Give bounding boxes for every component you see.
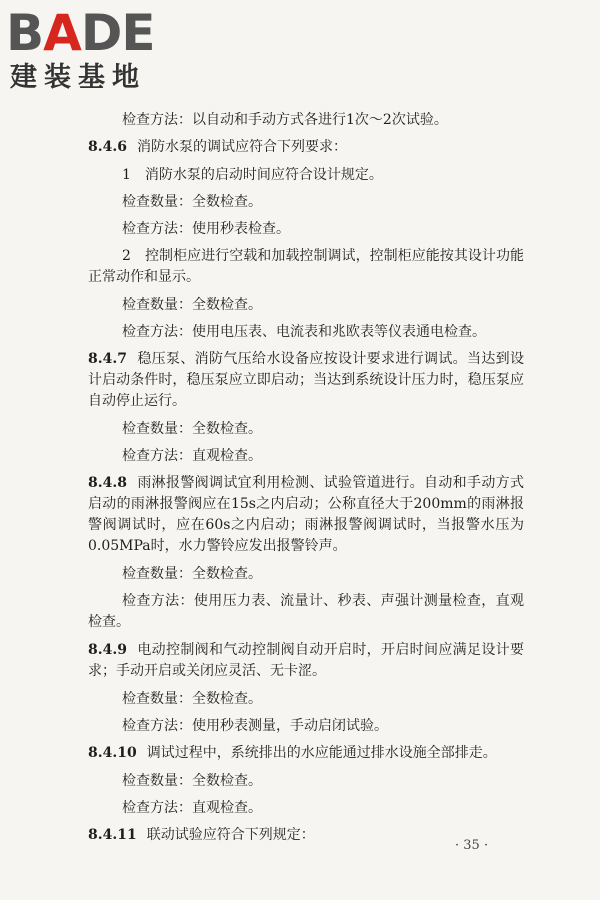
clause-number: 8.4.6 bbox=[88, 139, 127, 155]
text-line: 检查方法：直观检查。 bbox=[122, 448, 262, 464]
text-line: 检查数量：全数检查。 bbox=[122, 566, 262, 582]
text-line: 1 消防水泵的启动时间应符合设计规定。 bbox=[122, 167, 383, 183]
text-line: 检查方法：使用秒表检查。 bbox=[122, 221, 290, 237]
clause-text: 联动试验应符合下列规定： bbox=[146, 827, 315, 843]
text-line: 检查数量：全数检查。 bbox=[122, 421, 262, 437]
clause-number: 8.4.7 bbox=[88, 351, 127, 367]
clause-text: 稳压泵、消防气压给水设备应按设计要求进行调试。当达到设计启动条件时，稳压泵应立即启动；当达到系统设计压力时，稳压泵应自动停止运行。 bbox=[88, 351, 524, 409]
clause-8-4-8 bbox=[88, 473, 524, 557]
clause-text: 雨淋报警阀调试宜利用检测、试验管道进行。自动和手动方式启动的雨淋报警阀应在15s之内启动；公称直径大于200mm的雨淋报警阀调试时，应在60s之内启动；雨淋报警阀调试时，当报警水压为0.05MPa时，水力警铃应发出报警铃声。 bbox=[88, 475, 524, 554]
page-number: · 35 · bbox=[455, 838, 489, 853]
text-line: 检查数量：全数检查。 bbox=[122, 297, 262, 313]
document-body bbox=[88, 110, 524, 853]
paragraph: 检查方法：使用压力表、流量计、秒表、声强计测量检查，直观检查。 bbox=[88, 593, 524, 630]
text-line: 检查数量：全数检查。 bbox=[122, 691, 262, 707]
text-line: 检查方法：直观检查。 bbox=[122, 800, 262, 816]
text-line: 检查方法：使用秒表测量，手动启闭试验。 bbox=[122, 718, 388, 734]
logo-wordmark: BADE bbox=[6, 4, 155, 62]
clause-8-4-9 bbox=[88, 640, 524, 682]
clause-number: 8.4.11 bbox=[88, 827, 137, 843]
text-line: 检查方法：以自动和手动方式各进行1次～2次试验。 bbox=[122, 112, 448, 128]
logo-subtitle: 建装基地 bbox=[10, 62, 146, 93]
clause-number: 8.4.8 bbox=[88, 475, 127, 491]
text-line: 检查数量：全数检查。 bbox=[122, 773, 262, 789]
clause-number: 8.4.10 bbox=[88, 745, 137, 761]
paragraph: 2 控制柜应进行空载和加载控制调试，控制柜应能按其设计功能正常动作和显示。 bbox=[88, 248, 524, 285]
clause-8-4-7 bbox=[88, 349, 524, 412]
text-line: 检查方法：使用电压表、电流表和兆欧表等仪表通电检查。 bbox=[122, 324, 486, 340]
clause-text: 电动控制阀和气动控制阀自动开启时，开启时间应满足设计要求；手动开启或关闭应灵活、无卡涩。 bbox=[88, 642, 524, 679]
clause-number: 8.4.9 bbox=[88, 642, 127, 658]
text-line: 检查数量：全数检查。 bbox=[122, 194, 262, 210]
clause-8-4-6 bbox=[88, 137, 524, 158]
clause-text: 调试过程中，系统排出的水应能通过排水设施全部排走。 bbox=[146, 745, 497, 761]
clause-text: 消防水泵的调试应符合下列要求： bbox=[136, 139, 347, 155]
clause-8-4-10 bbox=[88, 743, 524, 764]
bade-logo bbox=[6, 4, 176, 96]
